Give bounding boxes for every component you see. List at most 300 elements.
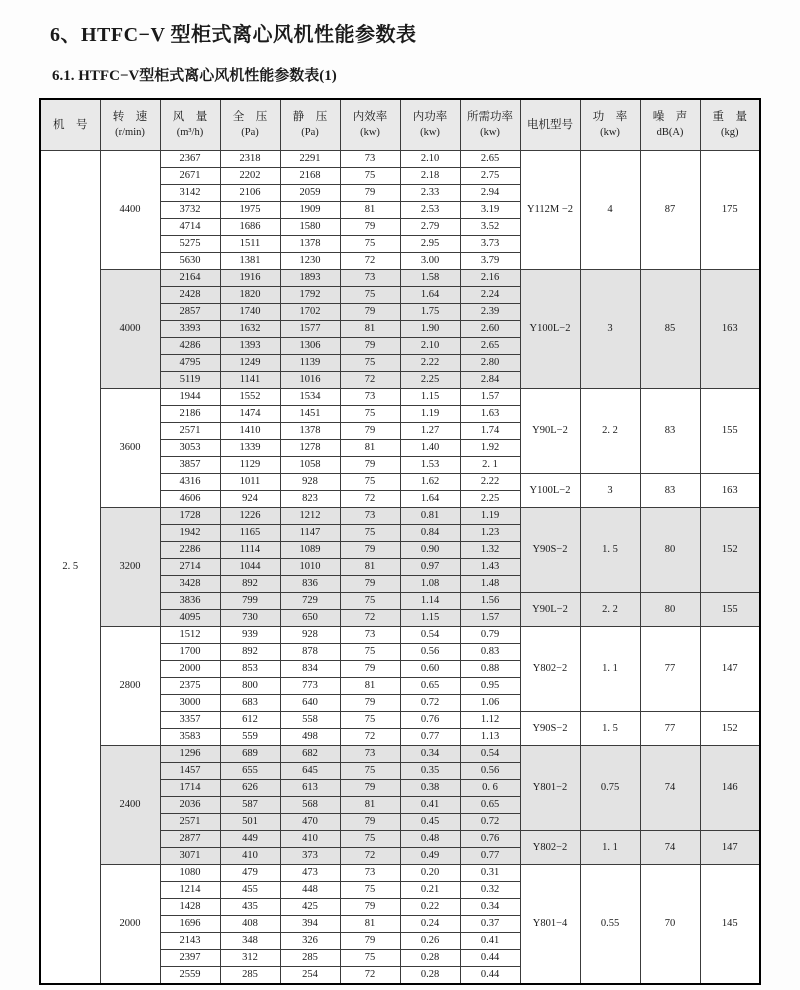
total-pressure-cell: 1381 <box>220 253 280 270</box>
total-pressure-cell: 612 <box>220 712 280 729</box>
motor-power-cell: 4 <box>580 151 640 270</box>
airflow-cell: 2000 <box>160 661 220 678</box>
airflow-cell: 3732 <box>160 202 220 219</box>
column-header-machine-no <box>40 99 100 151</box>
noise-cell: 85 <box>640 270 700 389</box>
internal-power-cell: 1.64 <box>400 491 460 508</box>
required-power-cell: 0.77 <box>460 848 520 865</box>
efficiency-cell: 75 <box>340 644 400 661</box>
airflow-cell: 1696 <box>160 916 220 933</box>
required-power-cell: 1.92 <box>460 440 520 457</box>
airflow-cell: 2164 <box>160 270 220 287</box>
column-header-static-pressure <box>280 99 340 151</box>
static-pressure-cell: 1058 <box>280 457 340 474</box>
total-pressure-cell: 892 <box>220 644 280 661</box>
static-pressure-cell: 558 <box>280 712 340 729</box>
weight-cell: 155 <box>700 593 760 627</box>
static-pressure-cell: 878 <box>280 644 340 661</box>
internal-power-cell: 2.10 <box>400 338 460 355</box>
column-header-label: 功 率 <box>592 111 628 123</box>
required-power-cell: 1.57 <box>460 610 520 627</box>
column-header-label: 转 速 <box>112 111 148 123</box>
internal-power-cell: 0.21 <box>400 882 460 899</box>
weight-cell: 163 <box>700 474 760 508</box>
airflow-cell: 4714 <box>160 219 220 236</box>
required-power-cell: 1.19 <box>460 508 520 525</box>
static-pressure-cell: 1010 <box>280 559 340 576</box>
internal-power-cell: 0.72 <box>400 695 460 712</box>
static-pressure-cell: 568 <box>280 797 340 814</box>
airflow-cell: 2671 <box>160 168 220 185</box>
column-header-speed <box>100 99 160 151</box>
static-pressure-cell: 448 <box>280 882 340 899</box>
total-pressure-cell: 559 <box>220 729 280 746</box>
internal-power-cell: 2.18 <box>400 168 460 185</box>
table-row <box>40 746 760 763</box>
airflow-cell: 2428 <box>160 287 220 304</box>
efficiency-cell: 72 <box>340 848 400 865</box>
static-pressure-cell: 394 <box>280 916 340 933</box>
noise-cell: 80 <box>640 508 700 593</box>
motor-model-cell: Y90L−2 <box>520 389 580 474</box>
airflow-cell: 1944 <box>160 389 220 406</box>
internal-power-cell: 3.00 <box>400 253 460 270</box>
internal-power-cell: 0.81 <box>400 508 460 525</box>
efficiency-cell: 79 <box>340 661 400 678</box>
static-pressure-cell: 1147 <box>280 525 340 542</box>
total-pressure-cell: 410 <box>220 848 280 865</box>
airflow-cell: 1428 <box>160 899 220 916</box>
internal-power-cell: 0.20 <box>400 865 460 882</box>
speed-cell: 2800 <box>100 627 160 746</box>
column-header-unit: (Pa) <box>241 127 259 138</box>
static-pressure-cell: 1577 <box>280 321 340 338</box>
motor-model-cell: Y801−4 <box>520 865 580 985</box>
static-pressure-cell: 1089 <box>280 542 340 559</box>
internal-power-cell: 0.90 <box>400 542 460 559</box>
total-pressure-cell: 312 <box>220 950 280 967</box>
static-pressure-cell: 2059 <box>280 185 340 202</box>
column-header-unit: (Pa) <box>301 127 319 138</box>
noise-cell: 74 <box>640 831 700 865</box>
internal-power-cell: 0.56 <box>400 644 460 661</box>
required-power-cell: 2.39 <box>460 304 520 321</box>
required-power-cell: 3.19 <box>460 202 520 219</box>
efficiency-cell: 81 <box>340 202 400 219</box>
static-pressure-cell: 1580 <box>280 219 340 236</box>
motor-power-cell: 1. 1 <box>580 831 640 865</box>
efficiency-cell: 81 <box>340 797 400 814</box>
airflow-cell: 2367 <box>160 151 220 168</box>
efficiency-cell: 75 <box>340 474 400 491</box>
airflow-cell: 1512 <box>160 627 220 644</box>
required-power-cell: 1.43 <box>460 559 520 576</box>
static-pressure-cell: 373 <box>280 848 340 865</box>
internal-power-cell: 2.53 <box>400 202 460 219</box>
required-power-cell: 0.79 <box>460 627 520 644</box>
motor-power-cell: 0.55 <box>580 865 640 985</box>
efficiency-cell: 75 <box>340 882 400 899</box>
internal-power-cell: 0.84 <box>400 525 460 542</box>
total-pressure-cell: 587 <box>220 797 280 814</box>
noise-cell: 80 <box>640 593 700 627</box>
required-power-cell: 0.41 <box>460 933 520 950</box>
efficiency-cell: 75 <box>340 525 400 542</box>
noise-cell: 70 <box>640 865 700 985</box>
efficiency-cell: 75 <box>340 593 400 610</box>
fan-performance-table <box>39 98 761 985</box>
required-power-cell: 0.44 <box>460 967 520 985</box>
static-pressure-cell: 1792 <box>280 287 340 304</box>
required-power-cell: 2.80 <box>460 355 520 372</box>
static-pressure-cell: 1909 <box>280 202 340 219</box>
efficiency-cell: 81 <box>340 559 400 576</box>
airflow-cell: 2143 <box>160 933 220 950</box>
motor-power-cell: 1. 5 <box>580 712 640 746</box>
internal-power-cell: 2.79 <box>400 219 460 236</box>
required-power-cell: 1.12 <box>460 712 520 729</box>
total-pressure-cell: 730 <box>220 610 280 627</box>
static-pressure-cell: 836 <box>280 576 340 593</box>
internal-power-cell: 2.22 <box>400 355 460 372</box>
efficiency-cell: 79 <box>340 219 400 236</box>
efficiency-cell: 75 <box>340 831 400 848</box>
internal-power-cell: 1.14 <box>400 593 460 610</box>
total-pressure-cell: 479 <box>220 865 280 882</box>
airflow-cell: 1714 <box>160 780 220 797</box>
internal-power-cell: 2.10 <box>400 151 460 168</box>
noise-cell: 83 <box>640 474 700 508</box>
motor-model-cell: Y90L−2 <box>520 593 580 627</box>
efficiency-cell: 72 <box>340 610 400 627</box>
efficiency-cell: 73 <box>340 151 400 168</box>
table-row <box>40 270 760 287</box>
internal-power-cell: 0.24 <box>400 916 460 933</box>
internal-power-cell: 1.40 <box>400 440 460 457</box>
required-power-cell: 0.44 <box>460 950 520 967</box>
required-power-cell: 2.25 <box>460 491 520 508</box>
required-power-cell: 1.32 <box>460 542 520 559</box>
required-power-cell: 3.52 <box>460 219 520 236</box>
required-power-cell: 2.84 <box>460 372 520 389</box>
required-power-cell: 0.88 <box>460 661 520 678</box>
motor-model-cell: Y90S−2 <box>520 508 580 593</box>
airflow-cell: 3428 <box>160 576 220 593</box>
internal-power-cell: 2.33 <box>400 185 460 202</box>
total-pressure-cell: 2318 <box>220 151 280 168</box>
airflow-cell: 4795 <box>160 355 220 372</box>
required-power-cell: 1.06 <box>460 695 520 712</box>
static-pressure-cell: 823 <box>280 491 340 508</box>
noise-cell: 77 <box>640 712 700 746</box>
static-pressure-cell: 1212 <box>280 508 340 525</box>
motor-power-cell: 2. 2 <box>580 593 640 627</box>
airflow-cell: 5119 <box>160 372 220 389</box>
required-power-cell: 0.72 <box>460 814 520 831</box>
table-head <box>40 99 760 151</box>
internal-power-cell: 0.77 <box>400 729 460 746</box>
column-header-label: 内功率 <box>412 111 448 123</box>
airflow-cell: 3836 <box>160 593 220 610</box>
efficiency-cell: 79 <box>340 576 400 593</box>
motor-model-cell: Y100L−2 <box>520 474 580 508</box>
total-pressure-cell: 1249 <box>220 355 280 372</box>
motor-power-cell: 1. 1 <box>580 627 640 712</box>
motor-model-cell: Y802−2 <box>520 831 580 865</box>
efficiency-cell: 75 <box>340 236 400 253</box>
static-pressure-cell: 425 <box>280 899 340 916</box>
required-power-cell: 0.31 <box>460 865 520 882</box>
efficiency-cell: 75 <box>340 406 400 423</box>
total-pressure-cell: 1975 <box>220 202 280 219</box>
static-pressure-cell: 498 <box>280 729 340 746</box>
total-pressure-cell: 2202 <box>220 168 280 185</box>
motor-power-cell: 3 <box>580 474 640 508</box>
efficiency-cell: 72 <box>340 491 400 508</box>
static-pressure-cell: 1230 <box>280 253 340 270</box>
required-power-cell: 2.65 <box>460 151 520 168</box>
total-pressure-cell: 1410 <box>220 423 280 440</box>
required-power-cell: 1.74 <box>460 423 520 440</box>
airflow-cell: 1296 <box>160 746 220 763</box>
machine-number-cell: 2. 5 <box>40 151 100 985</box>
internal-power-cell: 0.28 <box>400 950 460 967</box>
required-power-cell: 0. 6 <box>460 780 520 797</box>
efficiency-cell: 73 <box>340 508 400 525</box>
internal-power-cell: 0.34 <box>400 746 460 763</box>
required-power-cell: 0.54 <box>460 746 520 763</box>
column-header-weight <box>700 99 760 151</box>
airflow-cell: 3857 <box>160 457 220 474</box>
efficiency-cell: 79 <box>340 304 400 321</box>
motor-power-cell: 0.75 <box>580 746 640 831</box>
airflow-cell: 4606 <box>160 491 220 508</box>
required-power-cell: 2.75 <box>460 168 520 185</box>
required-power-cell: 3.73 <box>460 236 520 253</box>
static-pressure-cell: 1378 <box>280 236 340 253</box>
airflow-cell: 3393 <box>160 321 220 338</box>
column-header-unit: (kg) <box>721 127 739 138</box>
total-pressure-cell: 626 <box>220 780 280 797</box>
static-pressure-cell: 2291 <box>280 151 340 168</box>
motor-model-cell: Y802−2 <box>520 627 580 712</box>
speed-cell: 2000 <box>100 865 160 985</box>
speed-cell: 4000 <box>100 270 160 389</box>
total-pressure-cell: 501 <box>220 814 280 831</box>
total-pressure-cell: 285 <box>220 967 280 985</box>
airflow-cell: 4095 <box>160 610 220 627</box>
motor-model-cell: Y801−2 <box>520 746 580 831</box>
subsection-title: 6.1. HTFC−V型柜式离心风机性能参数表(1) <box>52 68 337 84</box>
static-pressure-cell: 928 <box>280 627 340 644</box>
total-pressure-cell: 1114 <box>220 542 280 559</box>
efficiency-cell: 79 <box>340 423 400 440</box>
airflow-cell: 2036 <box>160 797 220 814</box>
column-header-unit: (kw) <box>480 127 500 138</box>
column-header-internal-power <box>400 99 460 151</box>
total-pressure-cell: 1474 <box>220 406 280 423</box>
internal-power-cell: 0.60 <box>400 661 460 678</box>
motor-power-cell: 2. 2 <box>580 389 640 474</box>
internal-power-cell: 1.15 <box>400 610 460 627</box>
airflow-cell: 2286 <box>160 542 220 559</box>
weight-cell: 163 <box>700 270 760 389</box>
internal-power-cell: 2.95 <box>400 236 460 253</box>
column-header-label: 内效率 <box>352 111 388 123</box>
airflow-cell: 2186 <box>160 406 220 423</box>
internal-power-cell: 0.54 <box>400 627 460 644</box>
header-row <box>40 99 760 151</box>
column-header-airflow <box>160 99 220 151</box>
airflow-cell: 2571 <box>160 423 220 440</box>
internal-power-cell: 1.15 <box>400 389 460 406</box>
static-pressure-cell: 729 <box>280 593 340 610</box>
airflow-cell: 3053 <box>160 440 220 457</box>
total-pressure-cell: 1011 <box>220 474 280 491</box>
total-pressure-cell: 1165 <box>220 525 280 542</box>
column-header-motor-power <box>580 99 640 151</box>
total-pressure-cell: 1632 <box>220 321 280 338</box>
total-pressure-cell: 1820 <box>220 287 280 304</box>
total-pressure-cell: 939 <box>220 627 280 644</box>
weight-cell: 145 <box>700 865 760 985</box>
internal-power-cell: 1.64 <box>400 287 460 304</box>
required-power-cell: 1.63 <box>460 406 520 423</box>
weight-cell: 155 <box>700 389 760 474</box>
required-power-cell: 1.23 <box>460 525 520 542</box>
required-power-cell: 2.65 <box>460 338 520 355</box>
total-pressure-cell: 853 <box>220 661 280 678</box>
internal-power-cell: 1.08 <box>400 576 460 593</box>
efficiency-cell: 75 <box>340 763 400 780</box>
internal-power-cell: 0.49 <box>400 848 460 865</box>
efficiency-cell: 72 <box>340 967 400 985</box>
airflow-cell: 3000 <box>160 695 220 712</box>
airflow-cell: 1942 <box>160 525 220 542</box>
required-power-cell: 0.37 <box>460 916 520 933</box>
internal-power-cell: 0.26 <box>400 933 460 950</box>
table-row <box>40 508 760 525</box>
static-pressure-cell: 1306 <box>280 338 340 355</box>
total-pressure-cell: 1916 <box>220 270 280 287</box>
total-pressure-cell: 1511 <box>220 236 280 253</box>
required-power-cell: 2.16 <box>460 270 520 287</box>
internal-power-cell: 0.35 <box>400 763 460 780</box>
internal-power-cell: 0.41 <box>400 797 460 814</box>
total-pressure-cell: 683 <box>220 695 280 712</box>
total-pressure-cell: 1552 <box>220 389 280 406</box>
required-power-cell: 2. 1 <box>460 457 520 474</box>
weight-cell: 146 <box>700 746 760 831</box>
airflow-cell: 3071 <box>160 848 220 865</box>
column-header-total-pressure <box>220 99 280 151</box>
static-pressure-cell: 613 <box>280 780 340 797</box>
static-pressure-cell: 326 <box>280 933 340 950</box>
required-power-cell: 0.56 <box>460 763 520 780</box>
airflow-cell: 1457 <box>160 763 220 780</box>
noise-cell: 77 <box>640 627 700 712</box>
efficiency-cell: 75 <box>340 168 400 185</box>
internal-power-cell: 2.25 <box>400 372 460 389</box>
column-header-unit: (kw) <box>420 127 440 138</box>
efficiency-cell: 75 <box>340 287 400 304</box>
total-pressure-cell: 892 <box>220 576 280 593</box>
static-pressure-cell: 1702 <box>280 304 340 321</box>
total-pressure-cell: 435 <box>220 899 280 916</box>
column-header-label: 所需功率 <box>467 111 513 123</box>
table-row <box>40 389 760 406</box>
column-header-label: 静 压 <box>292 111 328 123</box>
efficiency-cell: 79 <box>340 814 400 831</box>
efficiency-cell: 79 <box>340 695 400 712</box>
total-pressure-cell: 800 <box>220 678 280 695</box>
airflow-cell: 3142 <box>160 185 220 202</box>
weight-cell: 152 <box>700 508 760 593</box>
static-pressure-cell: 773 <box>280 678 340 695</box>
airflow-cell: 2375 <box>160 678 220 695</box>
required-power-cell: 1.13 <box>460 729 520 746</box>
static-pressure-cell: 645 <box>280 763 340 780</box>
static-pressure-cell: 1378 <box>280 423 340 440</box>
static-pressure-cell: 928 <box>280 474 340 491</box>
static-pressure-cell: 2168 <box>280 168 340 185</box>
efficiency-cell: 73 <box>340 865 400 882</box>
airflow-cell: 5630 <box>160 253 220 270</box>
speed-cell: 2400 <box>100 746 160 865</box>
total-pressure-cell: 408 <box>220 916 280 933</box>
internal-power-cell: 0.22 <box>400 899 460 916</box>
static-pressure-cell: 1451 <box>280 406 340 423</box>
total-pressure-cell: 924 <box>220 491 280 508</box>
required-power-cell: 0.76 <box>460 831 520 848</box>
static-pressure-cell: 1139 <box>280 355 340 372</box>
weight-cell: 147 <box>700 831 760 865</box>
airflow-cell: 1214 <box>160 882 220 899</box>
column-header-label: 全 压 <box>232 111 268 123</box>
static-pressure-cell: 473 <box>280 865 340 882</box>
required-power-cell: 2.94 <box>460 185 520 202</box>
efficiency-cell: 73 <box>340 389 400 406</box>
internal-power-cell: 1.19 <box>400 406 460 423</box>
airflow-cell: 1700 <box>160 644 220 661</box>
column-header-unit: (m³/h) <box>176 127 204 138</box>
table-row <box>40 865 760 882</box>
static-pressure-cell: 410 <box>280 831 340 848</box>
airflow-cell: 5275 <box>160 236 220 253</box>
efficiency-cell: 72 <box>340 253 400 270</box>
airflow-cell: 4316 <box>160 474 220 491</box>
efficiency-cell: 73 <box>340 270 400 287</box>
total-pressure-cell: 799 <box>220 593 280 610</box>
total-pressure-cell: 1339 <box>220 440 280 457</box>
airflow-cell: 4286 <box>160 338 220 355</box>
internal-power-cell: 1.53 <box>400 457 460 474</box>
airflow-cell: 2877 <box>160 831 220 848</box>
efficiency-cell: 81 <box>340 440 400 457</box>
efficiency-cell: 79 <box>340 338 400 355</box>
table-row <box>40 627 760 644</box>
airflow-cell: 2571 <box>160 814 220 831</box>
efficiency-cell: 81 <box>340 916 400 933</box>
column-header-label: 风 量 <box>172 111 208 123</box>
motor-model-cell: Y90S−2 <box>520 712 580 746</box>
speed-cell: 3200 <box>100 508 160 627</box>
column-header-unit: dB(A) <box>656 127 684 138</box>
weight-cell: 147 <box>700 627 760 712</box>
static-pressure-cell: 254 <box>280 967 340 985</box>
static-pressure-cell: 285 <box>280 950 340 967</box>
speed-cell: 4400 <box>100 151 160 270</box>
